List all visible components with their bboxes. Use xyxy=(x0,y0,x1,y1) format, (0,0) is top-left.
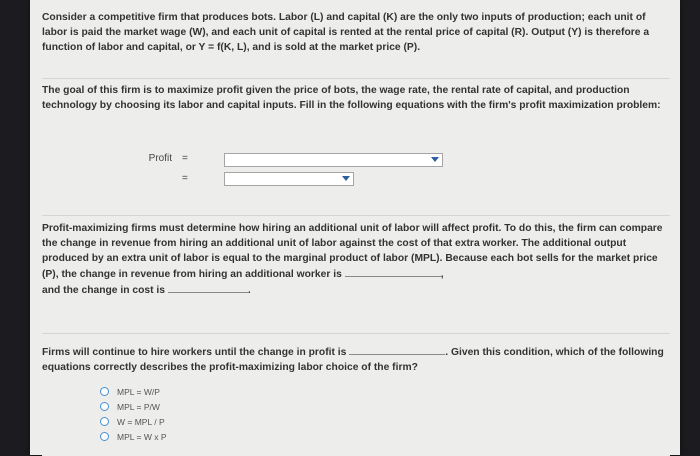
hiring-panel xyxy=(42,215,670,316)
profit-change-blank[interactable] xyxy=(349,344,445,355)
option-label: MPL = W x P xyxy=(117,431,167,442)
period: . xyxy=(247,285,251,296)
revenue-change-blank[interactable] xyxy=(345,266,441,277)
goal-text: The goal of this firm is to maximize profit given the price of bots, the wage rate, the rental rate of capital, and production technology by choosing its labor and capital inputs. Fill in the following equations with the firm's profit maximization problem: xyxy=(42,85,661,111)
condition-text-b: . Given this condition, which of the following equations correctly describes the profit-maximizing labor choice of the firm? xyxy=(42,347,664,373)
radio-button[interactable] xyxy=(100,432,109,441)
comma: , xyxy=(440,269,444,280)
profit-label: Profit xyxy=(148,153,172,164)
profit-dropdown-2[interactable] xyxy=(224,172,354,186)
condition-text xyxy=(42,334,670,375)
dropdown-arrow-icon xyxy=(431,157,439,162)
goal-panel xyxy=(42,78,670,201)
radio-button[interactable] xyxy=(100,402,109,411)
answer-options xyxy=(100,384,167,444)
cost-change-blank[interactable] xyxy=(168,282,248,293)
cost-text: and the change in cost is xyxy=(42,285,166,296)
condition-text-a: Firms will continue to hire workers until the change in profit is xyxy=(42,347,347,358)
option-label: W = MPL / P xyxy=(117,416,165,427)
option-3[interactable] xyxy=(100,414,167,429)
hiring-paragraph: Profit-maximizing firms must determine how hiring an additional unit of labor will affect profit. To do this, the firm can compare the change in revenue from hiring an additional unit of labor against the cost of that extra worker. The additional output produced by an extra unit of labor is equal to the marginal product of labor (MPL). Because each bot sells for the market price (P), the change in revenue from hiring an additional worker is xyxy=(42,223,663,280)
option-1[interactable] xyxy=(100,384,167,399)
equals-sign-2: = xyxy=(182,173,188,184)
equals-sign-1: = xyxy=(182,153,188,164)
option-4[interactable] xyxy=(100,429,167,444)
option-label: MPL = P/W xyxy=(117,401,160,412)
intro-panel xyxy=(42,4,670,56)
radio-button[interactable] xyxy=(100,417,109,426)
page xyxy=(30,0,680,455)
profit-dropdown-1[interactable] xyxy=(224,153,443,167)
dropdown-arrow-icon xyxy=(342,176,350,181)
hiring-text xyxy=(42,216,670,298)
option-2[interactable] xyxy=(100,399,167,414)
intro-text: Consider a competitive firm that produces bots. Labor (L) and capital (K) are the only two inputs of production; each unit of labor is paid the market wage (W), and each unit of capital is rented at the rental price of capital (R). Output (Y) is therefore a function of labor and capital, or Y = f(K, L), and is sold at the market price (P). xyxy=(42,12,650,53)
condition-panel xyxy=(42,333,670,456)
option-label: MPL = W/P xyxy=(117,386,160,397)
radio-button[interactable] xyxy=(100,387,109,396)
